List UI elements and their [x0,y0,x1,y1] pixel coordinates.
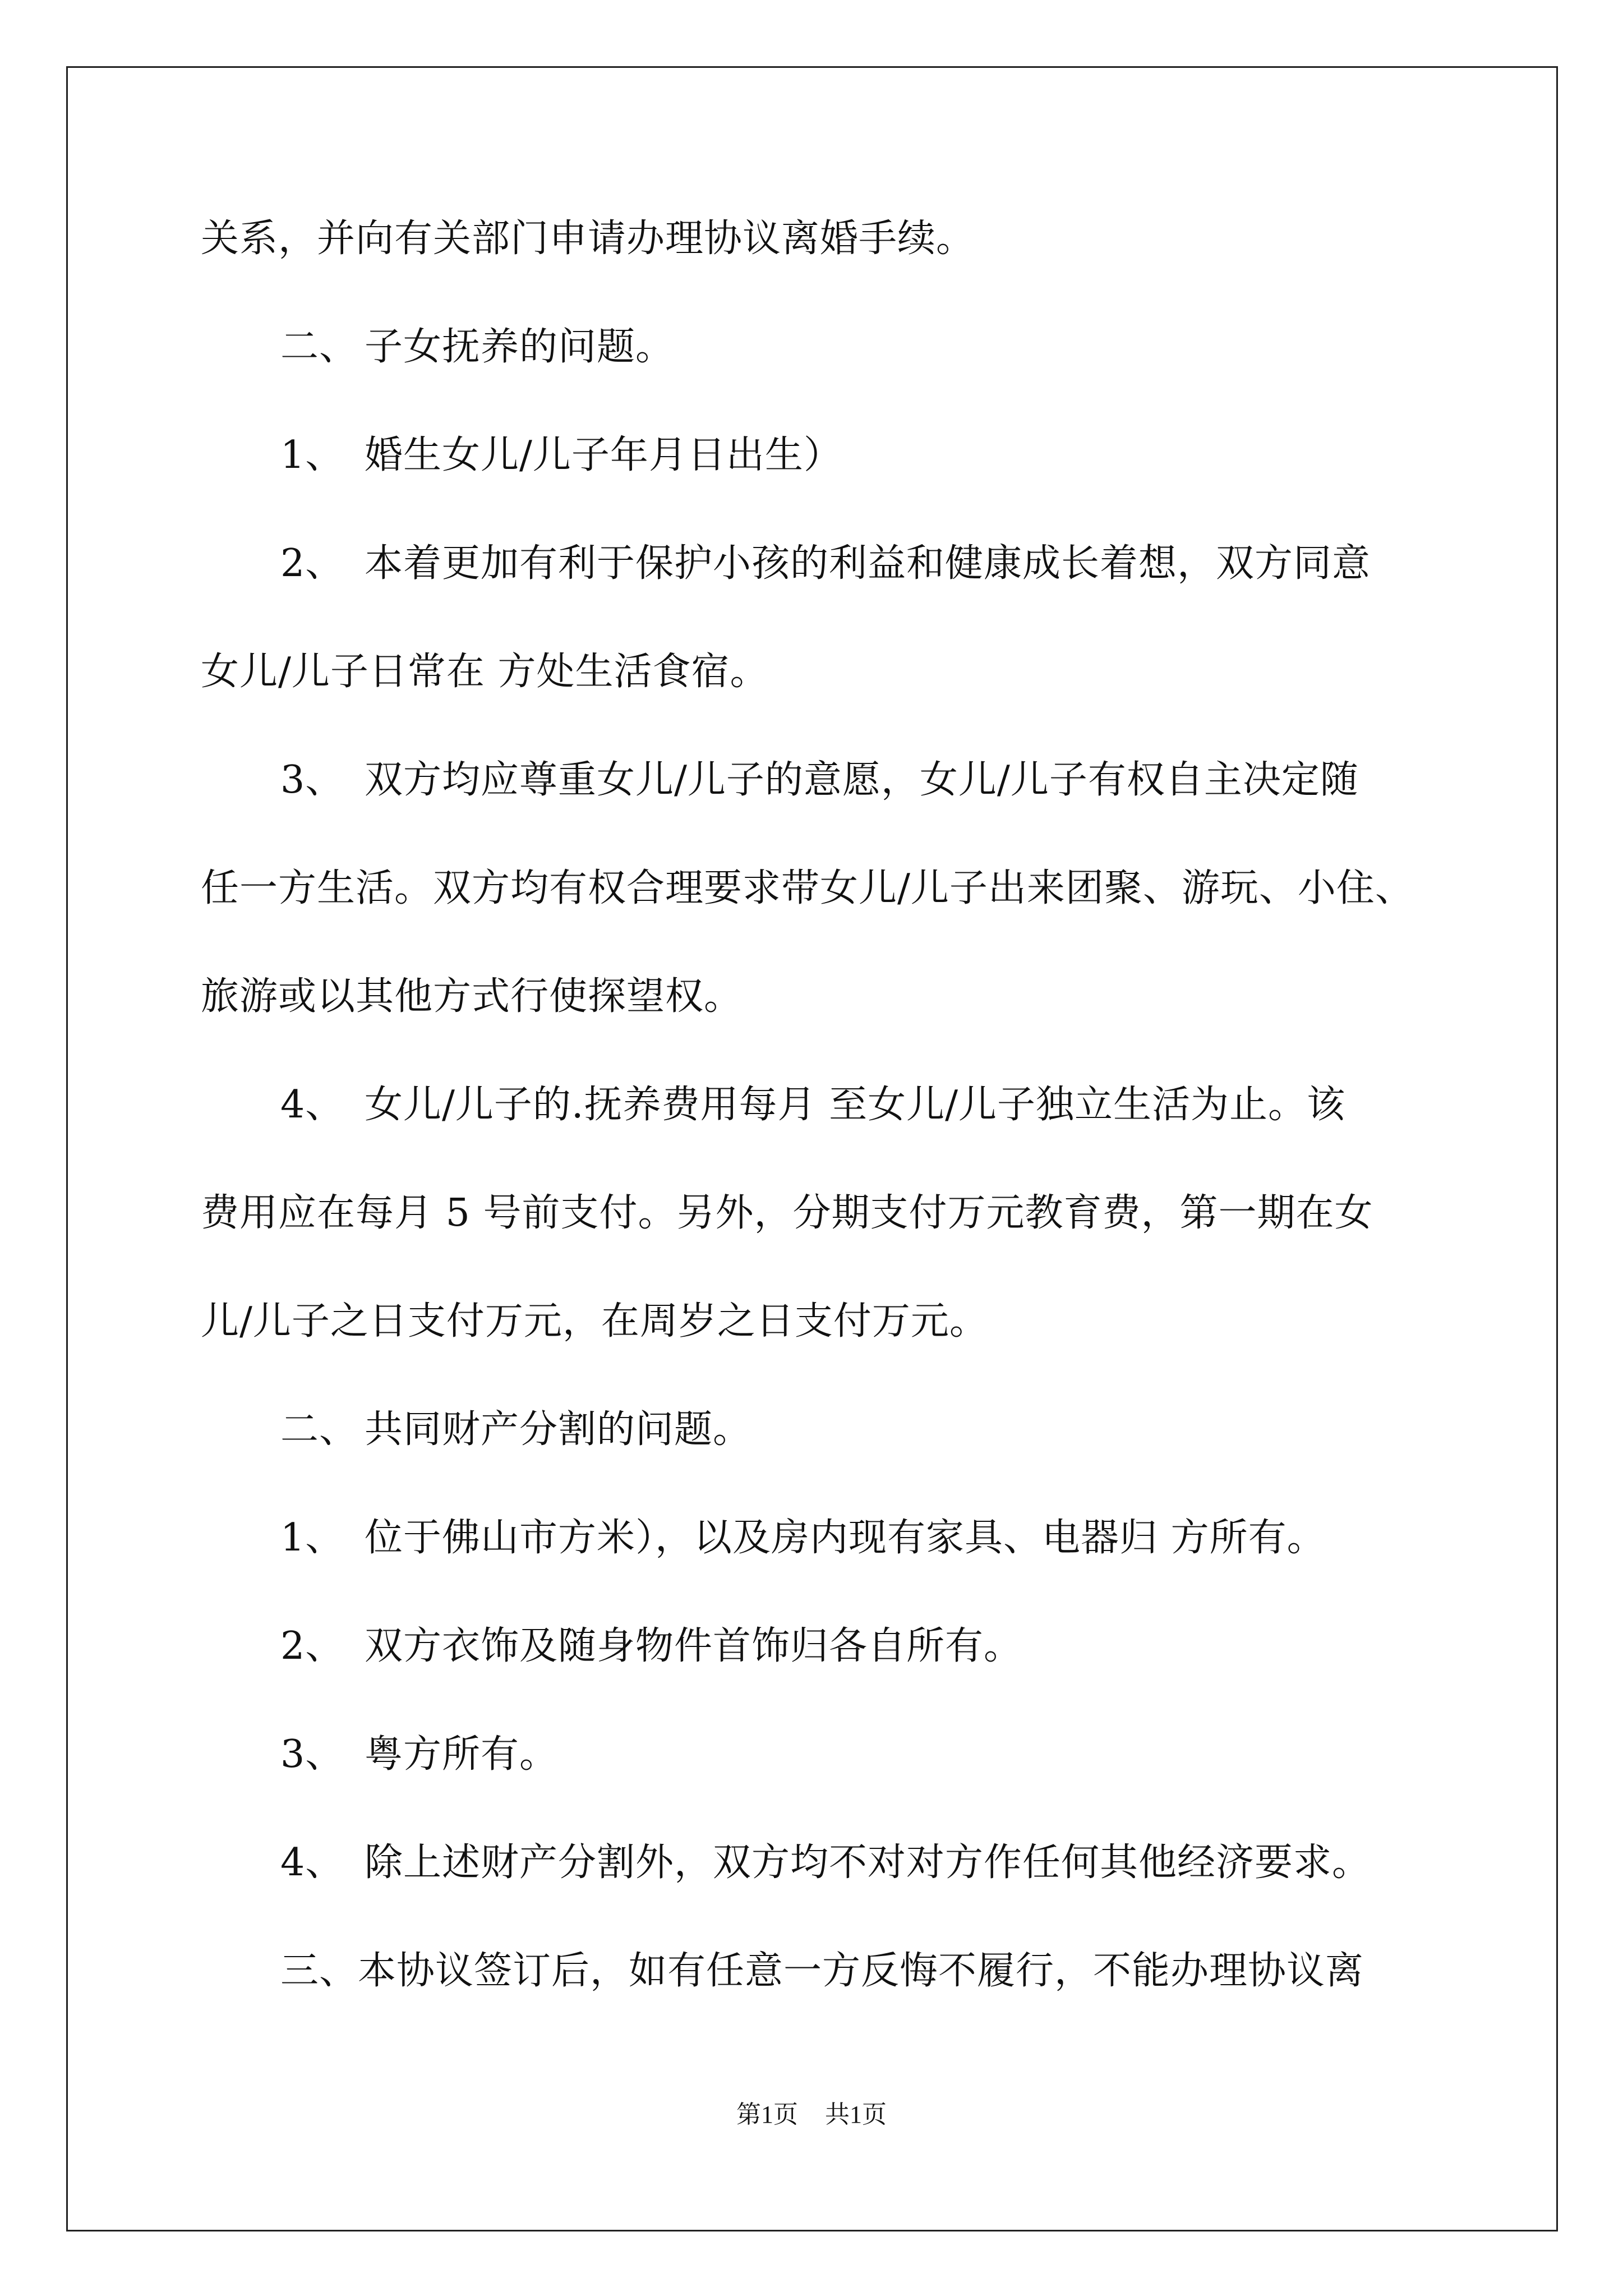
section-heading [280,325,1509,369]
line-text: 粤方所有。 [365,1732,559,1777]
item-number: 3、 [280,1732,344,1777]
list-item [280,1083,1509,1127]
line-text: 双方均应尊重女儿/儿子的意愿，女儿/儿子有权自主决定随 [365,758,1359,802]
item-number: 1、 [280,1516,344,1560]
paragraph-line [201,217,1429,261]
paragraph-line [201,974,1429,1019]
line-text: 儿/儿子之日支付万元，在周岁之日支付万元。 [201,1299,988,1343]
page-footer [0,2094,1623,2130]
line-text: 女儿/儿子的.抚养费用每月 至女儿/儿子独立生活为止。该 [365,1083,1346,1127]
item-number: 3、 [280,758,344,802]
line-text: 婚生女儿/儿子年月日出生） [365,433,842,477]
page-total: 共1页 [825,2101,887,2128]
list-item [280,1841,1509,1885]
item-number: 2、 [280,541,344,586]
line-text: 位于佛山市方米），以及房内现有家具、电器归 方所有。 [365,1516,1326,1560]
list-item [280,433,1509,477]
line-text: 女儿/儿子日常在 方处生活食宿。 [201,650,769,694]
line-text: 双方衣饰及随身物件首饰归各自所有。 [365,1624,1023,1668]
section-number: 二、 [280,325,358,369]
line-text: 关系，并向有关部门申请办理协议离婚手续。 [201,217,975,261]
item-number: 4、 [280,1083,344,1127]
line-text: 三、本协议签订后，如有任意一方反悔不履行，不能办理协议离 [280,1949,1364,1993]
line-text: 旅游或以其他方式行使探望权。 [201,974,743,1019]
page-border [66,66,1558,2231]
list-item [280,1516,1509,1560]
paragraph-line [201,1191,1429,1235]
paragraph-line [201,866,1429,910]
line-text: 子女抚养的问题。 [365,325,675,369]
page-number: 第1页 [736,2101,798,2128]
section-number: 二、 [280,1407,358,1452]
paragraph-line [201,1299,1429,1343]
line-text: 共同财产分割的问题。 [365,1407,752,1452]
line-text: 除上述财产分割外，双方均不对对方作任何其他经济要求。 [365,1841,1371,1885]
list-item [280,1624,1509,1668]
section-heading [280,1407,1509,1452]
item-number: 4、 [280,1841,344,1885]
line-text: 本着更加有利于保护小孩的利益和健康成长着想，双方同意 [365,541,1371,586]
paragraph-line [201,650,1429,694]
line-text: 费用应在每月 5 号前支付。另外，分期支付万元教育费，第一期在女 [201,1191,1373,1235]
list-item [280,541,1509,586]
line-text: 任一方生活。双方均有权合理要求带女儿/儿子出来团聚、游玩、小住、 [201,866,1414,910]
paragraph-line [280,1949,1509,1993]
list-item [280,1732,1509,1777]
list-item [280,758,1509,802]
item-number: 1、 [280,433,344,477]
item-number: 2、 [280,1624,344,1668]
